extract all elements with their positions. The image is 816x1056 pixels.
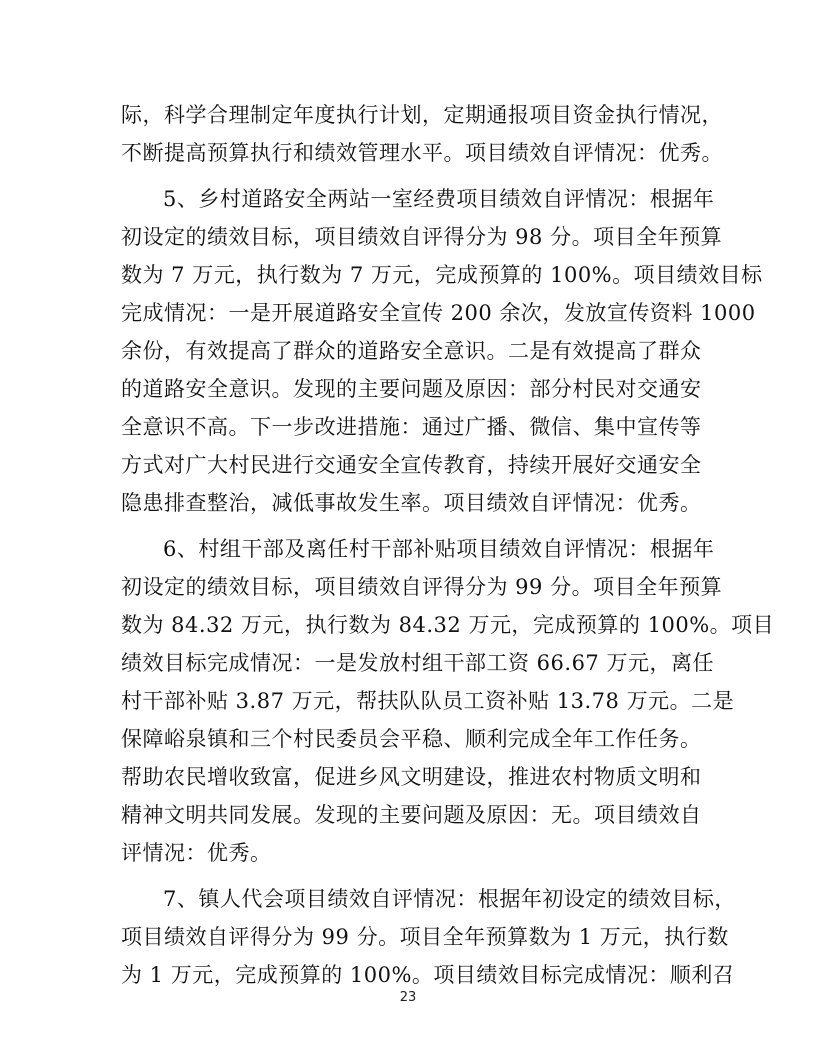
text-line: 项目绩效自评得分为 99 分。项目全年预算数为 1 万元，执行数 <box>121 925 729 949</box>
text-line: 全意识不高。下一步改进措施：通过广播、微信、集中宣传等 <box>121 415 702 439</box>
text-line: 初设定的绩效目标，项目绩效自评得分为 98 分。项目全年预算 <box>121 225 723 249</box>
text-line: 村干部补贴 3.87 万元，帮扶队队员工资补贴 13.78 万元。二是 <box>121 689 735 713</box>
paragraph-item-6 <box>121 530 775 872</box>
text-line: 际，科学合理制定年度执行计划，定期通报项目资金执行情况， <box>121 103 723 127</box>
paragraph-gap <box>121 872 696 880</box>
text-line: 帮助农民增收致富，促进乡风文明建设，推进农村物质文明和 <box>121 765 702 789</box>
text-line: 评情况：优秀。 <box>121 841 272 865</box>
text-line: 隐患排查整治，减低事故发生率。项目绩效自评情况：优秀。 <box>121 491 702 515</box>
text-line: 余份，有效提高了群众的道路安全意识。二是有效提高了群众 <box>121 339 702 363</box>
text-line: 保障峪泉镇和三个村民委员会平稳、顺利完成全年工作任务。 <box>121 727 702 751</box>
text-line: 初设定的绩效目标，项目绩效自评得分为 99 分。项目全年预算 <box>121 575 723 599</box>
text-line: 数为 84.32 万元，执行数为 84.32 万元，完成预算的 100%。项目 <box>121 613 775 637</box>
text-line: 数为 7 万元，执行数为 7 万元，完成预算的 100%。项目绩效目标 <box>121 263 763 287</box>
text-line: 绩效目标完成情况：一是发放村组干部工资 66.67 万元，离任 <box>121 651 714 675</box>
text-line: 7、镇人代会项目绩效自评情况：根据年初设定的绩效目标， <box>163 887 736 911</box>
paragraph-gap <box>121 522 696 530</box>
text-line: 方式对广大村民进行交通安全宣传教育，持续开展好交通安全 <box>121 453 702 477</box>
page-number: 23 <box>399 990 417 1005</box>
text-line: 6、村组干部及离任村干部补贴项目绩效自评情况：根据年 <box>163 537 715 561</box>
document-body <box>121 96 775 994</box>
text-line: 精神文明共同发展。发现的主要问题及原因：无。项目绩效自 <box>121 803 702 827</box>
text-line: 不断提高预算执行和绩效管理水平。项目绩效自评情况：优秀。 <box>121 141 723 165</box>
text-line: 完成情况：一是开展道路安全宣传 200 余次，发放宣传资料 1000 <box>121 301 756 325</box>
text-line: 为 1 万元，完成预算的 100%。项目绩效目标完成情况：顺利召 <box>121 963 735 987</box>
paragraph-item-5 <box>121 180 763 522</box>
paragraph-intro <box>121 96 723 172</box>
text-line: 的道路安全意识。发现的主要问题及原因：部分村民对交通安 <box>121 377 702 401</box>
paragraph-item-7 <box>121 880 736 994</box>
paragraph-gap <box>121 172 696 180</box>
text-line: 5、乡村道路安全两站一室经费项目绩效自评情况：根据年 <box>163 187 715 211</box>
